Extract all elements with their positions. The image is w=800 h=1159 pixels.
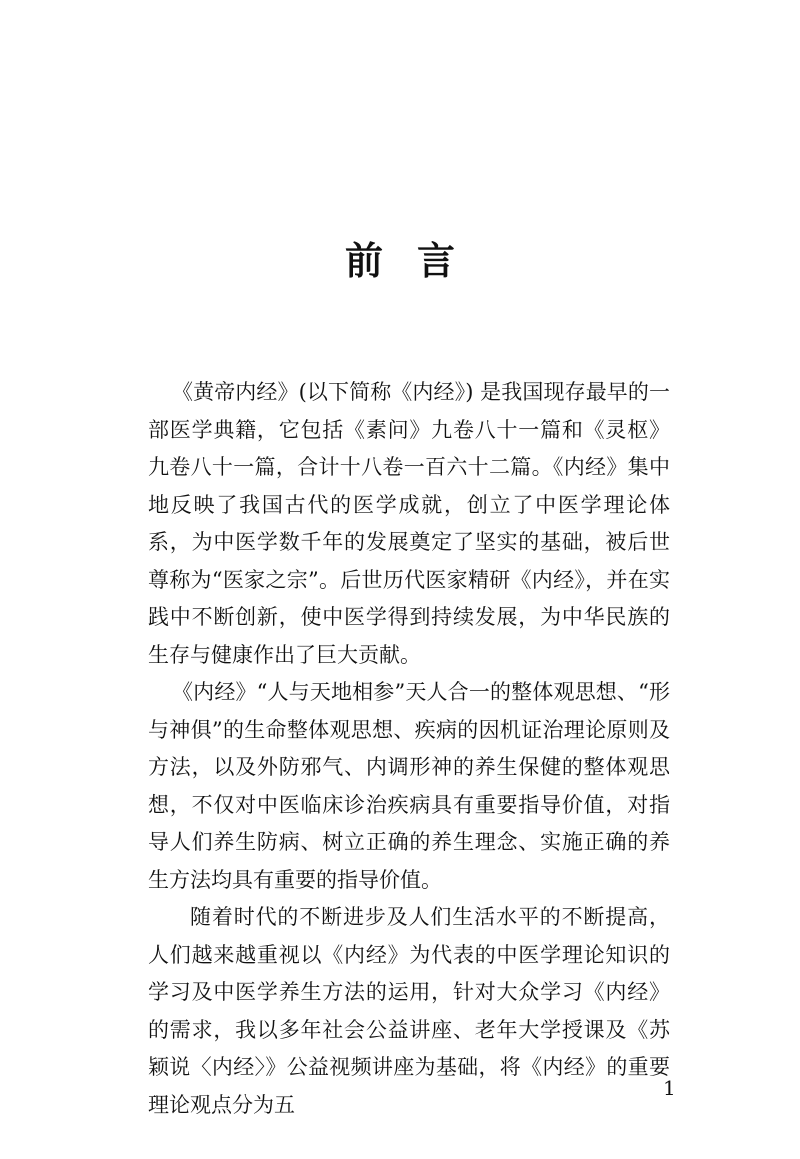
paragraph-intro: 《黄帝内经》(以下简称《内经》) 是我国现存最早的一部医学典籍，它包括《素问》九卷八十一篇和《灵枢》九卷八十一篇，合计十八卷一百六十二篇。《内经》集中地反映了我国古代的医学成就，创立了中医学理论体系，为中医学数千年的发展奠定了坚实的基础，被后世尊称为“医家之宗”。后世历代医家精研《内经》，并在实践中不断创新，使中医学得到持续发展，为中华民族的生存与健康作出了巨大贡献。 xyxy=(148,380,670,667)
page-number: 1 xyxy=(663,1076,676,1100)
paragraph-public-need: 随着时代的不断进步及人们生活水平的不断提高，人们越来越重视以《内经》为代表的中医学理论知识的学习及中医学养生方法的运用，针对大众学习《内经》的需求，我以多年社会公益讲座、老年大学授课及《苏颖说〈内经〉》公益视频讲座为基础，将《内经》的重要理论观点分为五 xyxy=(148,905,670,1117)
page-title: 前言 xyxy=(344,238,489,283)
paragraph-holistic-view: 《内经》“人与天地相参”天人合一的整体观思想、“形与神俱”的生命整体观思想、疾病的因机证治理论原则及方法，以及外防邪气、内调形神的养生保健的整体观思想，不仅对中医临床诊治疾病具有重要指导价值，对指导人们养生防病、树立正确的养生理念、实施正确的养生方法均具有重要的指导价值。 xyxy=(148,680,670,892)
body-text xyxy=(148,374,670,1124)
